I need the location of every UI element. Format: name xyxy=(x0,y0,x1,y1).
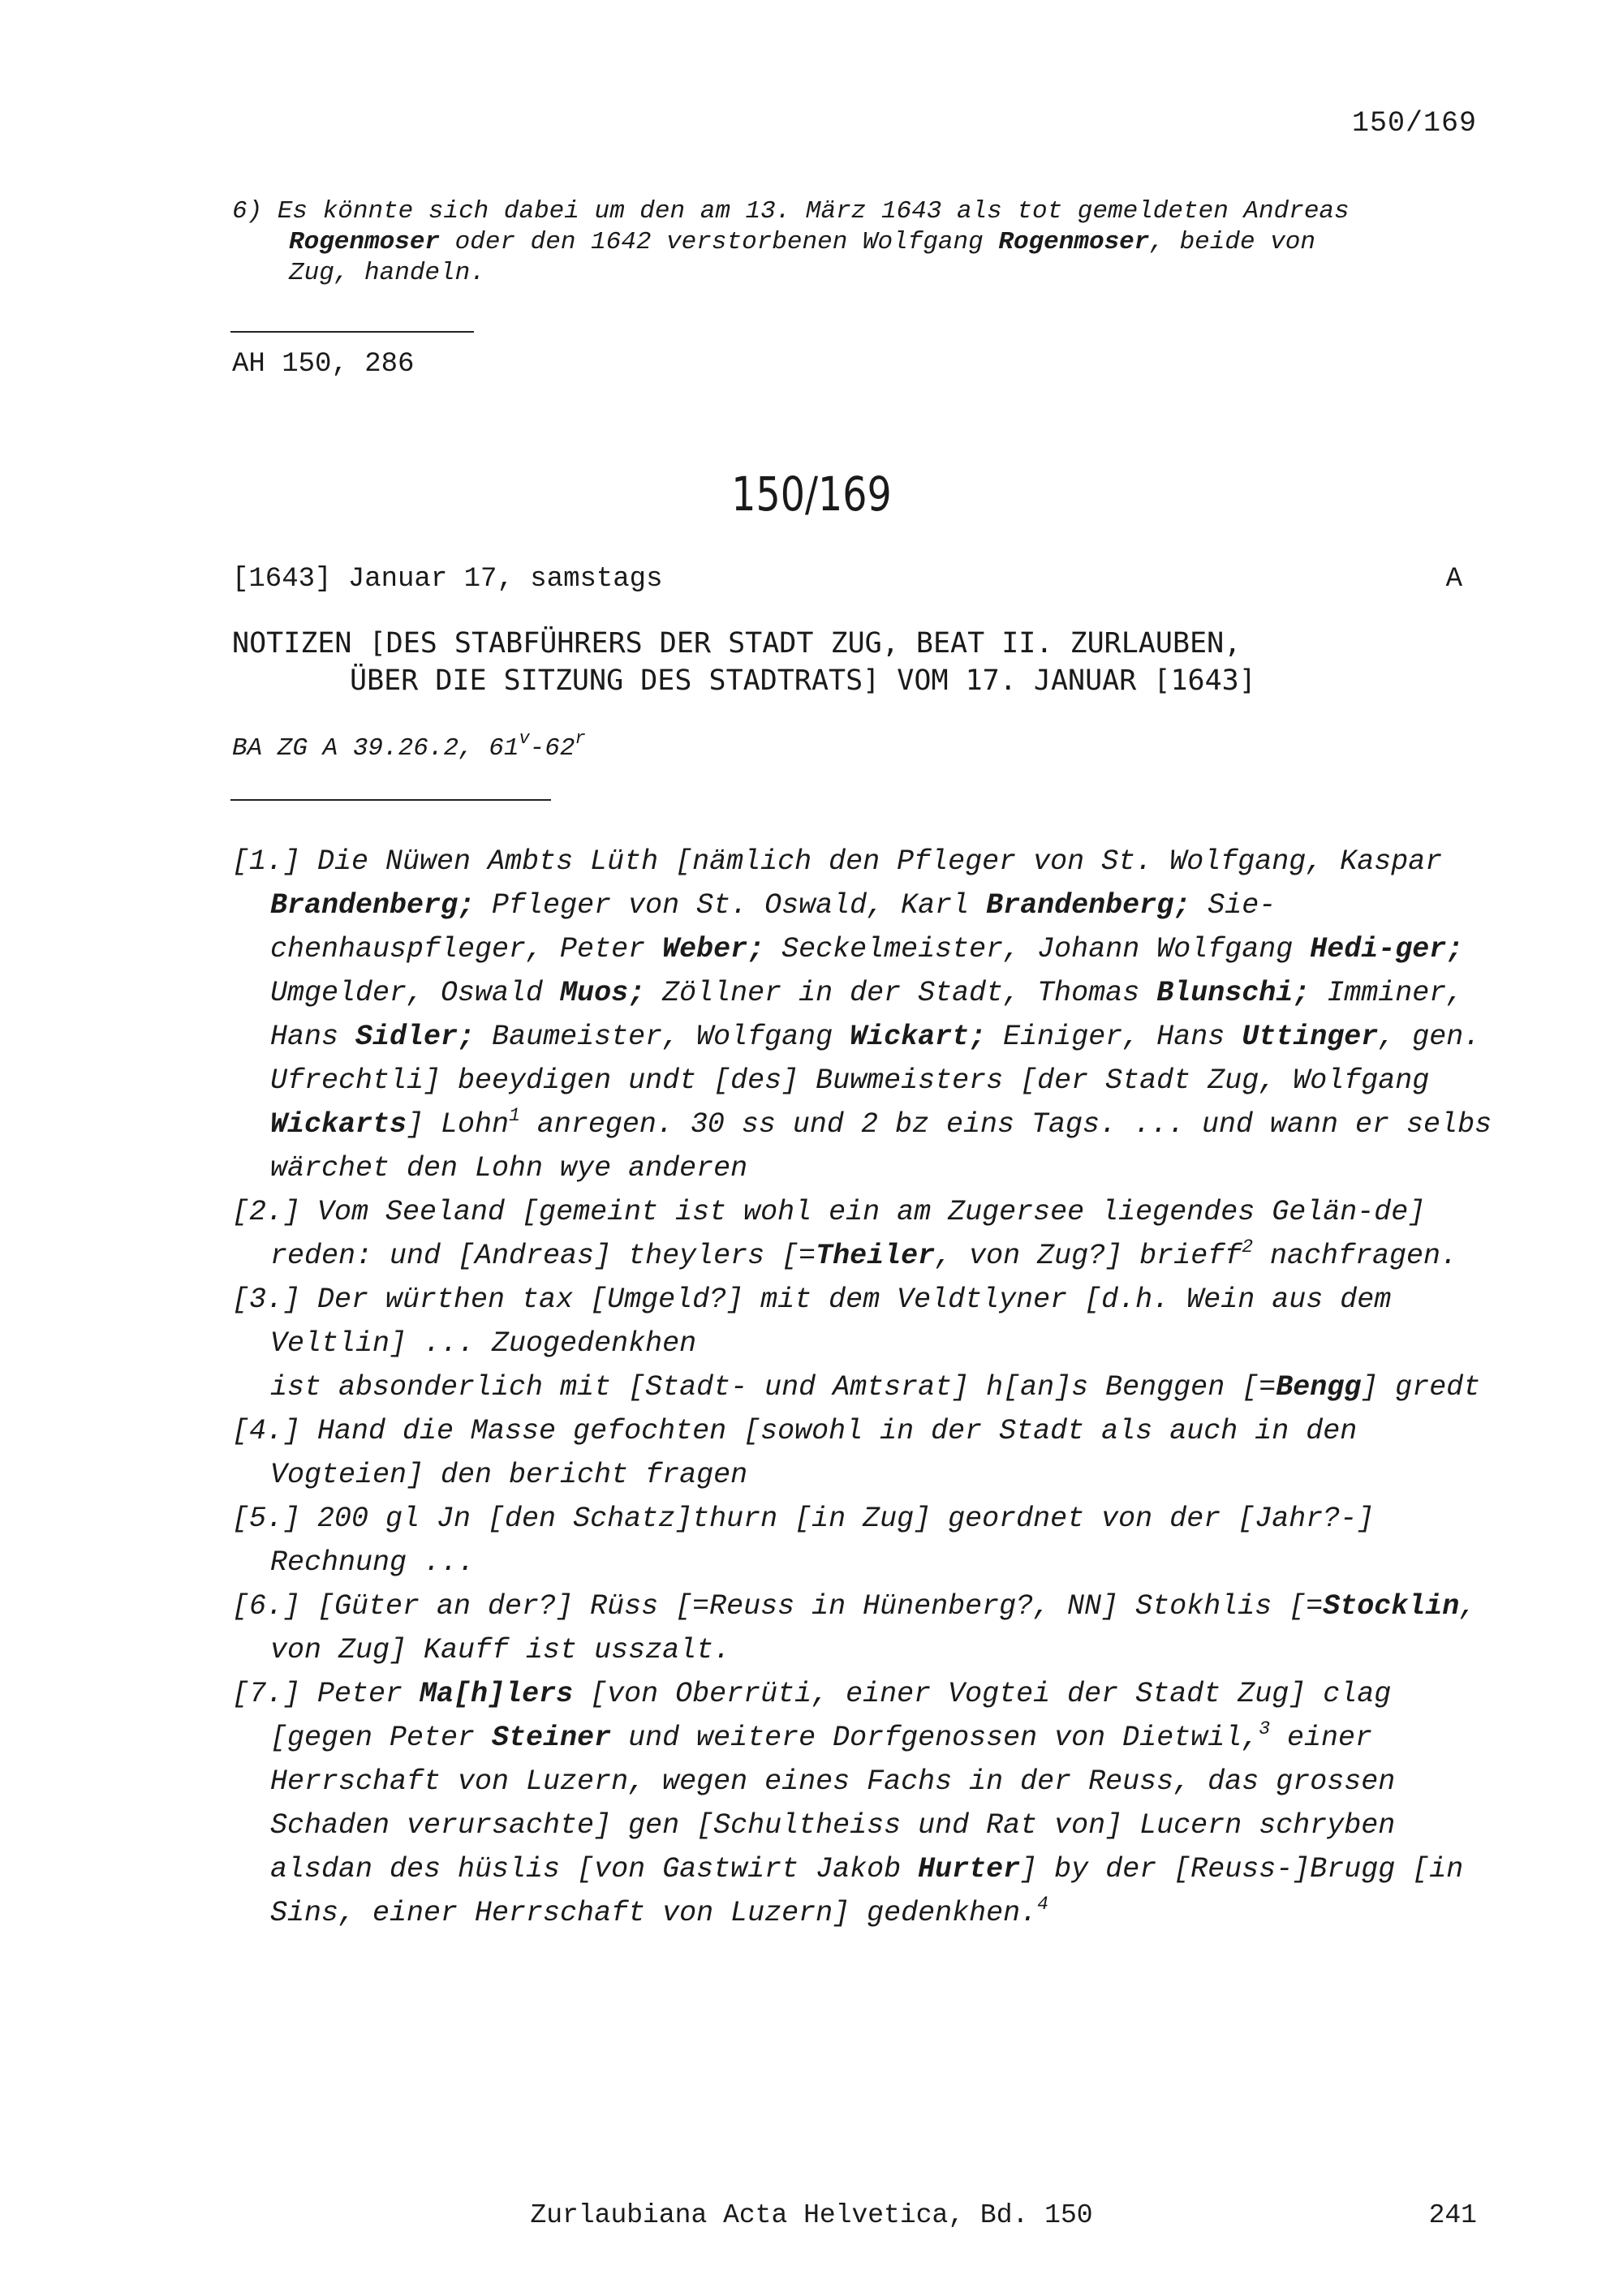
e1-n3: Weber; xyxy=(662,933,765,965)
heading-line1: NOTIZEN [DES STABFÜHRERS DER STADT ZUG, BEAT II. ZURLAUBEN, xyxy=(232,627,1242,660)
source-sup-verso: v xyxy=(519,729,530,749)
e1-d: Seckelmeister, Johann Wolfgang xyxy=(764,933,1311,965)
e3-c: ] gredt xyxy=(1361,1371,1481,1404)
footnote-divider xyxy=(230,331,474,333)
e2-a: [2.] Vom Seeland [gemeint ist wohl ein am Zugersee liegendes Gelän-de] reden: und [Andreas] theylers [= xyxy=(232,1196,1426,1272)
e1-i: Einiger, Hans xyxy=(986,1021,1242,1053)
entry-5: [5.] 200 gl Jn [den Schatz]thurn [in Zug] geordnet von der [Jahr?-] Rechnung ... xyxy=(232,1503,1375,1579)
source-sup-recto: r xyxy=(575,729,586,749)
e1-n10: Wickarts xyxy=(270,1108,407,1141)
e6-n1: Stocklin xyxy=(1323,1590,1460,1623)
e7-n1: Ma[h]lers xyxy=(420,1678,574,1710)
e3-n1: Bengg xyxy=(1276,1371,1362,1404)
e7-a: [7.] Peter xyxy=(232,1678,420,1710)
e1-e: Umgelder, Oswald xyxy=(270,977,561,1009)
name-rogenmoser-1: Rogenmoser xyxy=(289,228,441,256)
e7-n3: Hurter xyxy=(918,1853,1021,1885)
e7-e: ] by der [Reuss-]Brugg [in Sins, einer Herrschaft von Luzern] gedenkhen. xyxy=(270,1853,1464,1929)
e1-b: Pfleger von St. Oswald, Karl xyxy=(475,889,987,922)
archive-source xyxy=(232,729,586,763)
entry-1 xyxy=(232,840,1498,1190)
e2-c: nachfragen. xyxy=(1253,1240,1458,1272)
entry-7 xyxy=(232,1672,1498,1935)
e1-n9: Uttinger xyxy=(1242,1021,1379,1053)
e2-n1: Theiler xyxy=(816,1240,936,1272)
e1-n2: Brandenberg; xyxy=(986,889,1191,922)
e2-b: , von Zug?] brieff xyxy=(935,1240,1242,1272)
e1-n1: Brandenberg; xyxy=(270,889,476,922)
document-marker: A xyxy=(1445,564,1462,595)
source-mid: -62 xyxy=(529,734,575,763)
entry-3 xyxy=(232,1278,1498,1409)
name-rogenmoser-2: Rogenmoser xyxy=(998,228,1150,256)
footnote-line2-mid: oder den 1642 verstorbenen Wolfgang xyxy=(440,228,999,256)
e1-f: Zöllner in der Stadt, Thomas xyxy=(645,977,1157,1009)
e1-k: ] Lohn xyxy=(407,1108,510,1141)
e3-b: ist absonderlich mit [Stadt- und Amtsrat] h[an]s Benggen [= xyxy=(270,1371,1276,1404)
footnote-line2 xyxy=(232,227,1498,258)
footnote-line1: Es könnte sich dabei um den am 13. März 1643 als tot gemeldeten Andreas xyxy=(277,197,1350,226)
e1-n6: Blunschi; xyxy=(1156,977,1311,1009)
e1-n8: Wickart; xyxy=(850,1021,987,1053)
source-main: BA ZG A 39.26.2, 61 xyxy=(232,734,519,763)
heading-line2: ÜBER DIE SITZUNG DES STADTRATS] VOM 17. JANUAR [1643] xyxy=(350,664,1256,697)
e7-n2: Steiner xyxy=(492,1722,612,1754)
e1-c: Sie-chenhauspfleger, Peter xyxy=(270,889,1276,965)
e1-h: Baumeister, Wolfgang xyxy=(475,1021,850,1053)
e1-j: , gen. Ufrechtli] beeydigen undt [des] Buwmeisters [der Stadt Zug, Wolfgang xyxy=(270,1021,1481,1097)
e7-footnote-ref-4: 4 xyxy=(1037,1894,1048,1915)
entry-2 xyxy=(232,1190,1498,1278)
e1-a: [1.] Die Nüwen Ambts Lüth [nämlich den Pfleger von St. Wolfgang, Kaspar xyxy=(232,845,1443,878)
footnote-line2-end: , beide von xyxy=(1149,228,1316,256)
e1-n7: Sidler; xyxy=(355,1021,476,1053)
footnote-6 xyxy=(232,196,1498,289)
e1-g: Imminer, Hans xyxy=(270,977,1464,1053)
source-divider xyxy=(230,799,551,801)
footer-title: Zurlaubiana Acta Helvetica, Bd. 150 xyxy=(530,2200,1093,2230)
page-header-ref: 150/169 xyxy=(1351,107,1477,140)
e1-l: anregen. 30 ss und 2 bz eins Tags. ... und wann er selbs wärchet den Lohn wye anderen xyxy=(270,1108,1492,1185)
footer-page-number: 241 xyxy=(1428,2200,1477,2230)
e1-footnote-ref: 1 xyxy=(509,1105,520,1126)
e1-n5: Muos; xyxy=(560,977,646,1009)
footnote-number: 6) xyxy=(232,197,263,226)
document-number: 150/169 xyxy=(731,467,892,522)
footnote-line3: Zug, handeln. xyxy=(289,259,485,287)
document-date: [1643] Januar 17, samstags xyxy=(232,564,663,595)
e2-footnote-ref: 2 xyxy=(1242,1236,1254,1258)
e3-a: [3.] Der würthen tax [Umgeld?] mit dem Veldtlyner [d.h. Wein aus dem Veltlin] ... Zuogedenkhen xyxy=(232,1283,1392,1360)
e7-d: einer Herrschaft von Luzern, wegen eines Fachs in der Reuss, das grossen Schaden verursachte] gen [Schultheiss und Rat von] Lucern schryben alsdan des hüslis [von Gastwirt Jakob xyxy=(270,1722,1396,1885)
e7-footnote-ref-3: 3 xyxy=(1259,1718,1271,1739)
e1-n4: Hedi-ger; xyxy=(1310,933,1464,965)
e7-c: und weitere Dorfgenossen von Dietwil, xyxy=(611,1722,1259,1754)
e6-b: , von Zug] Kauff ist usszalt. xyxy=(270,1590,1477,1666)
previous-reference: AH 150, 286 xyxy=(232,349,415,380)
entry-6 xyxy=(232,1584,1498,1672)
e6-a: [6.] [Güter an der?] Rüss [=Reuss in Hünenberg?, NN] Stokhlis [= xyxy=(232,1590,1324,1623)
document-heading xyxy=(232,625,1530,699)
e7-b: [von Oberrüti, einer Vogtei der Stadt Zug] clag [gegen Peter xyxy=(270,1678,1392,1754)
entry-4: [4.] Hand die Masse gefochten [sowohl in der Stadt als auch in den Vogteien] den bericht fragen xyxy=(232,1415,1358,1491)
notes-body xyxy=(232,840,1498,1935)
